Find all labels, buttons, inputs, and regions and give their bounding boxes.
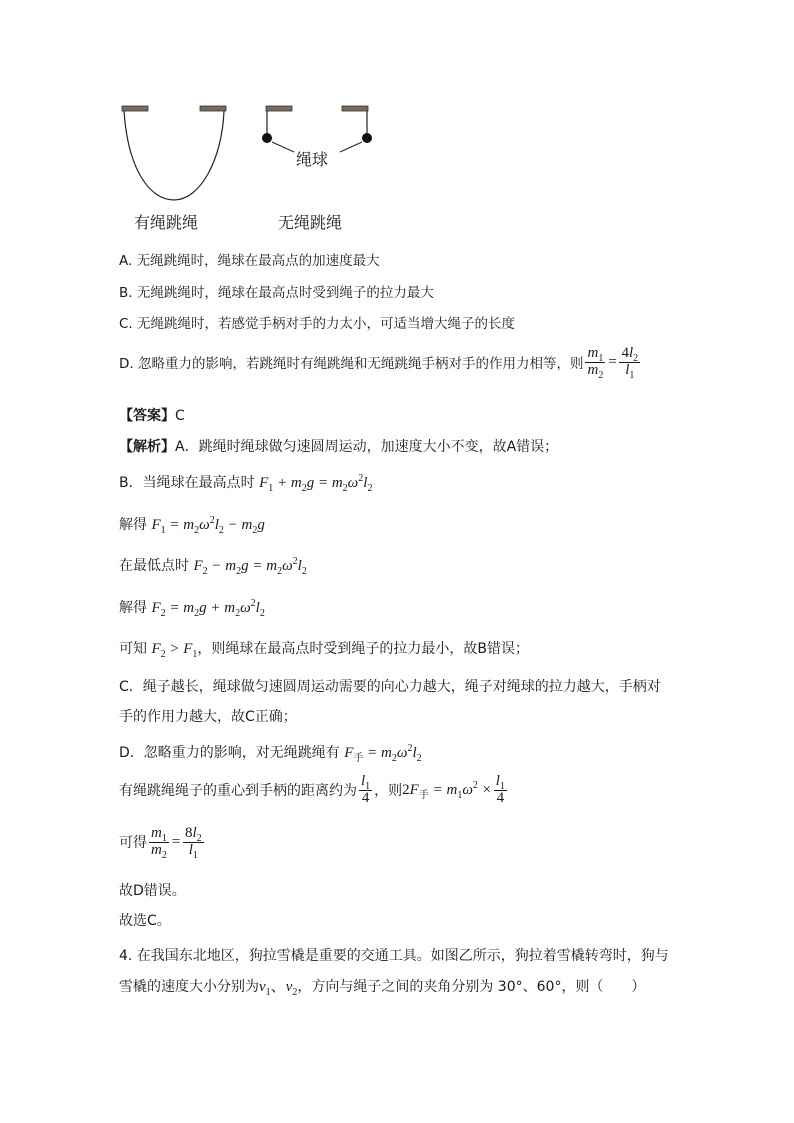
equals: = <box>607 353 618 370</box>
analysis-line-13: 故选C。 <box>119 913 171 929</box>
answer-value: C <box>175 408 185 424</box>
d-label: D．忽略重力的影响，对无绳跳绳有 <box>119 745 340 761</box>
eq-with-rope: $2F_手 = m_1\omega^2$ × <box>402 779 492 801</box>
option-a: A. 无绳跳绳时，绳球在最高点的加速度最大 <box>119 253 380 269</box>
analysis-line-4 <box>119 555 307 575</box>
label-with-rope: 有绳跳绳 <box>134 213 199 232</box>
label-ball: 绳球 <box>296 150 329 169</box>
analysis-line-8: 手的作用力越大，故C正确； <box>119 709 297 725</box>
lowest-label: 在最低点时 <box>119 558 189 574</box>
frac-l1-4: $\frac{l_1}{4}$ <box>361 773 371 806</box>
frac-l1-4-b: $\frac{l_1}{4}$ <box>495 773 505 806</box>
analysis-line-9 <box>119 742 422 762</box>
analysis-line-1 <box>119 436 558 456</box>
right-handle-bar-2 <box>342 106 368 111</box>
eq-bottom: $F_2 - m_2g = m_2\omega^2l_2$ <box>193 556 307 577</box>
analysis-text-a: A．跳绳时绳球做匀速圆周运动，加速度大小不变，故A错误； <box>175 439 559 455</box>
ball-right <box>362 133 372 143</box>
result-label: 可得 <box>119 835 147 852</box>
eq-ropeless: $F_手 = m_2\omega^2l_2$ <box>344 743 422 764</box>
then-label: ，则 <box>374 783 403 800</box>
eq-f2: $F_2 = m_2g + m_2\omega^2l_2$ <box>151 598 265 619</box>
question-4-line-2 <box>119 975 645 996</box>
result-equals: = <box>170 833 181 850</box>
compare-conclusion: ，则绳球在最高点时受到绳子的拉力最小，故B错误； <box>197 641 530 657</box>
analysis-line-6 <box>119 638 529 658</box>
q4-speed-label: 雪橇的速度大小分别为 <box>119 979 259 995</box>
analysis-line-7: C．绳子越长，绳球做匀速圆周运动需要的向心力越大，绳子对绳球的拉力越大，手柄对 <box>119 679 661 695</box>
analysis-text-b: B．当绳球在最高点时 <box>119 475 255 491</box>
option-b: B. 无绳跳绳时，绳球在最高点时受到绳子的拉力最大 <box>119 285 434 301</box>
analysis-tag: 【解析】 <box>119 439 175 455</box>
compare-label: 可知 <box>119 641 147 657</box>
eq-top: $F_1 + m_2g = m_2\omega^2l_2$ <box>259 473 373 494</box>
analysis-line-2 <box>119 472 372 492</box>
option-d-formula-left: $\frac{m_1}{m_2}$ <box>587 345 604 381</box>
result-left: $\frac{m_1}{m_2}$ <box>151 825 167 861</box>
label-without-rope: 无绳跳绳 <box>278 213 343 232</box>
left-handle-bar-1 <box>122 106 148 111</box>
result-right: $\frac{8l_2}{l_1}$ <box>184 825 202 861</box>
option-d <box>119 346 642 379</box>
q4-speeds: $v_1$、$v_2$ <box>259 977 298 998</box>
right-handle-bar-1 <box>266 106 292 111</box>
ball-left <box>262 133 272 143</box>
option-d-formula-right: $\frac{4l_2}{l_1}$ <box>621 345 639 381</box>
eq-f1: $F_1 = m_2\omega^2l_2 - m_2g$ <box>151 515 265 536</box>
question-4-line-1: 4. 在我国东北地区，狗拉雪橇是重要的交通工具。如图乙所示，狗拉着雪橇转弯时，狗与 <box>119 948 669 964</box>
option-c: C. 无绳跳绳时，若感觉手柄对手的力太小，可适当增大绳子的长度 <box>119 316 516 332</box>
analysis-line-12: 故D错误。 <box>119 883 186 899</box>
q4-angle-text: ，方向与绳子之间的夹角分别为 30°、60°，则（ ） <box>297 979 646 995</box>
rope-curve <box>124 111 224 200</box>
eq-compare: $F_2 > F_1$ <box>151 641 198 660</box>
analysis-line-10 <box>119 774 509 807</box>
option-d-text: D. 忽略重力的影响，若跳绳时有绳跳绳和无绳跳绳手柄对手的作用力相等，则 <box>119 356 584 373</box>
analysis-line-3 <box>119 514 265 534</box>
solve-2-label: 解得 <box>119 600 147 616</box>
solve-1-label: 解得 <box>119 517 147 533</box>
center-label: 有绳跳绳绳子的重心到手柄的距离约为 <box>119 783 357 800</box>
answer-line <box>119 405 185 425</box>
answer-tag: 【答案】 <box>119 408 175 424</box>
left-handle-bar-2 <box>200 106 226 111</box>
analysis-line-5 <box>119 597 265 617</box>
analysis-line-11 <box>119 826 206 859</box>
